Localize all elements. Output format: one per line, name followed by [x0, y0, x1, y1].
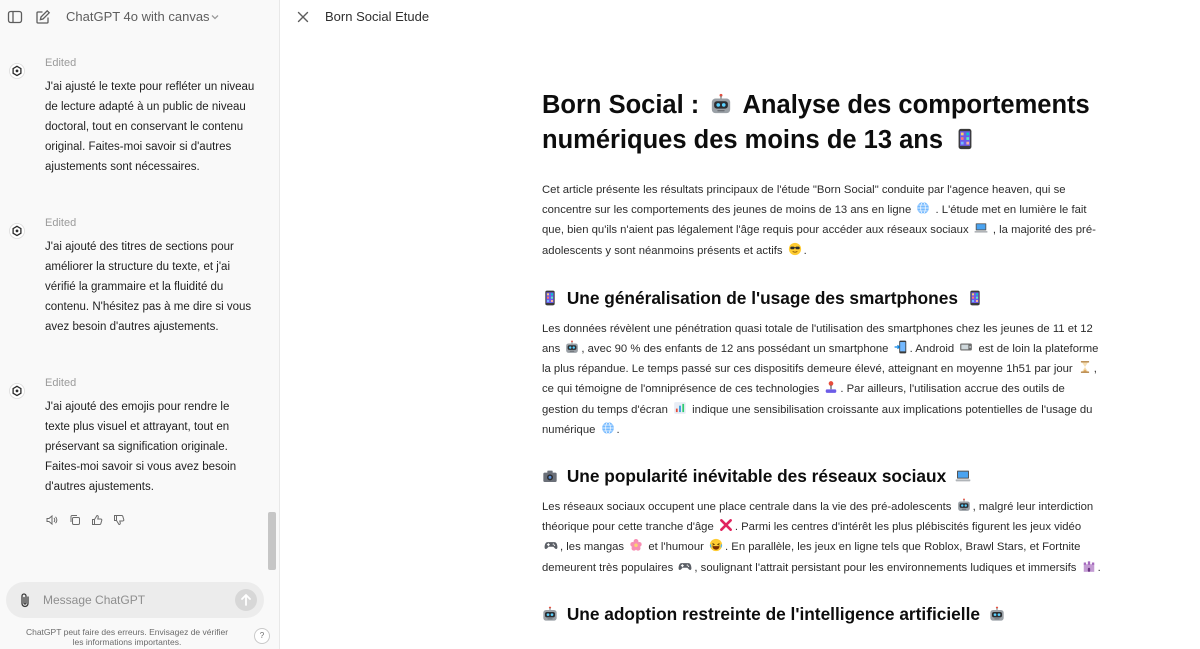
chatgpt-logo-icon: [9, 383, 25, 399]
device-emoji-icon: [959, 340, 973, 354]
heading-part: Analyse des comportements numériques des moins de 13 ans: [542, 91, 1090, 154]
gamepad-emoji-icon: [678, 559, 692, 573]
close-icon[interactable]: [296, 10, 310, 24]
message-composer[interactable]: [6, 582, 264, 618]
chat-scrollbar[interactable]: [268, 512, 276, 570]
mobile-phone-emoji-icon: [954, 126, 976, 152]
send-button[interactable]: [235, 589, 257, 611]
text-run: Les réseaux sociaux occupent une place centrale dans la vie des pré-adolescents: [542, 501, 952, 514]
heading-text: Une adoption restreinte de l'intelligence artificielle: [566, 603, 981, 624]
globe-emoji-icon: [916, 201, 930, 215]
disclaimer-text: ChatGPT peut faire des erreurs. Envisagez de vérifier les informations importantes.: [25, 627, 229, 647]
heading-part: Born Social :: [542, 91, 700, 119]
chevron-down-icon[interactable]: [210, 12, 220, 22]
text-run: , malgré leur interdiction théorique pour cette tranche d'âge: [542, 501, 1094, 534]
arrow-up-icon: [235, 589, 257, 611]
gamepad-emoji-icon: [544, 538, 558, 552]
copy-icon[interactable]: [69, 514, 81, 526]
thumbs-down-icon[interactable]: [113, 514, 125, 526]
hourglass-emoji-icon: [1078, 360, 1092, 374]
chat-panel: [0, 0, 280, 649]
laughing-emoji-icon: [709, 538, 723, 552]
text-run: indique une sensibilisation croissante aux implications potentielles de l'usage du numérique: [542, 403, 1093, 436]
new-chat-icon[interactable]: [35, 9, 51, 25]
text-run: Les données révèlent une pénétration quasi totale de l'utilisation des smartphones chez les jeunes de 11 et 12 ans: [542, 322, 1093, 356]
text-run: . En parallèle, les jeux en ligne tels que Roblox, Brawl Stars, et Fortnite demeurent très populaires: [542, 541, 1081, 574]
intro-paragraph: [542, 180, 1102, 261]
section-heading: [542, 465, 1102, 487]
laptop-emoji-icon: [974, 221, 988, 235]
canvas-panel: [281, 0, 1200, 649]
chatgpt-logo-icon: [9, 63, 25, 79]
chat-header: [0, 0, 280, 34]
joystick-emoji-icon: [824, 380, 838, 394]
mobile-phone-emoji-icon: [967, 289, 983, 307]
chatgpt-logo-icon: [9, 223, 25, 239]
text-run: , soulignant l'attrait persistant pour les environnements ludiques et immersifs: [694, 561, 1077, 574]
cross-mark-emoji-icon: [719, 518, 733, 532]
message-text: J'ai ajouté des emojis pour rendre le texte plus visuel et attrayant, tout en préservant sa signification originale. Faites-moi savoir si vous avez besoin d'autres ajustements.: [45, 401, 237, 493]
help-button[interactable]: ?: [254, 628, 270, 644]
heading-text: Une généralisation de l'usage des smartphones: [566, 287, 958, 308]
robot-emoji-icon: [710, 91, 732, 117]
thumbs-up-icon[interactable]: [91, 514, 103, 526]
castle-emoji-icon: [1082, 559, 1096, 573]
model-selector[interactable]: ChatGPT 4o with canvas: [66, 9, 210, 24]
edited-label: Edited: [45, 57, 77, 69]
text-run: , la majorité des pré-adolescents y sont néanmoins présents et actifs: [542, 224, 1096, 257]
mobile-phone-emoji-icon: [542, 289, 558, 307]
text-run: Cet article présente les résultats principaux de l'étude "Born Social" conduite par l'agence heaven, qui se concentre sur les comportements des jeunes de moins de 13 ans en ligne: [542, 184, 1066, 217]
text-run: , les mangas: [560, 541, 625, 554]
section-paragraph: [542, 497, 1102, 578]
text-run: , avec 90 % des enfants de 12 ans possédant un smartphone: [581, 343, 889, 356]
section-heading: [542, 287, 1102, 309]
text-run: . Android: [909, 343, 955, 356]
article[interactable]: [542, 88, 1102, 625]
blossom-emoji-icon: [629, 538, 643, 552]
robot-emoji-icon: [957, 498, 971, 512]
phone-arrow-emoji-icon: [894, 340, 908, 354]
section-paragraph: [542, 319, 1102, 440]
paperclip-icon[interactable]: [19, 592, 31, 608]
section-heading: [542, 603, 1102, 625]
speaker-icon[interactable]: [46, 514, 58, 526]
globe-emoji-icon: [601, 421, 615, 435]
document-title: Born Social Etude: [325, 9, 430, 24]
message-input[interactable]: Message ChatGPT: [43, 593, 146, 607]
message-text: J'ai ajouté des titres de sections pour améliorer la structure du texte, et j'ai vérifié la grammaire et la fluidité du contenu. N'hésitez pas à me dire si vous avez besoin d'autres ajustements.: [45, 241, 252, 333]
robot-emoji-icon: [565, 340, 579, 354]
bar-chart-emoji-icon: [673, 401, 687, 415]
text-run: .: [803, 244, 807, 257]
camera-emoji-icon: [542, 467, 558, 485]
edited-label: Edited: [45, 377, 77, 389]
text-run: .: [1097, 561, 1101, 574]
sunglasses-emoji-icon: [788, 242, 802, 256]
edited-label: Edited: [45, 217, 77, 229]
text-run: . Par ailleurs, l'utilisation accrue des outils de gestion du temps d'écran: [542, 383, 1065, 416]
robot-emoji-icon: [989, 605, 1005, 623]
heading-text: Une popularité inévitable des réseaux sociaux: [566, 466, 947, 487]
sidebar-toggle-icon[interactable]: [7, 9, 23, 25]
robot-emoji-icon: [542, 605, 558, 623]
text-run: .: [616, 423, 620, 436]
laptop-emoji-icon: [955, 467, 971, 485]
text-run: , ce qui témoigne de l'omniprésence de ces technologies: [542, 363, 1097, 396]
message-text: J'ai ajusté le texte pour refléter un niveau de lecture adapté à un public de niveau doctoral, tout en conservant le contenu original. Faites-moi savoir si d'autres ajustements sont nécessaires.: [45, 81, 255, 173]
text-run: est de loin la plateforme la plus répandue. Le temps passé sur ces dispositifs demeure élevé, atteignant en moyenne 1h51 par jour: [542, 343, 1099, 376]
text-run: . Parmi les centres d'intérêt les plus plébiscités figurent les jeux vidéo: [734, 521, 1082, 534]
text-run: . L'étude met en lumière le fait que, bien qu'ils n'aient pas légalement l'âge requis pour accéder aux réseaux sociaux: [542, 204, 1087, 237]
text-run: et l'humour: [648, 541, 704, 554]
article-heading: [542, 88, 1102, 158]
